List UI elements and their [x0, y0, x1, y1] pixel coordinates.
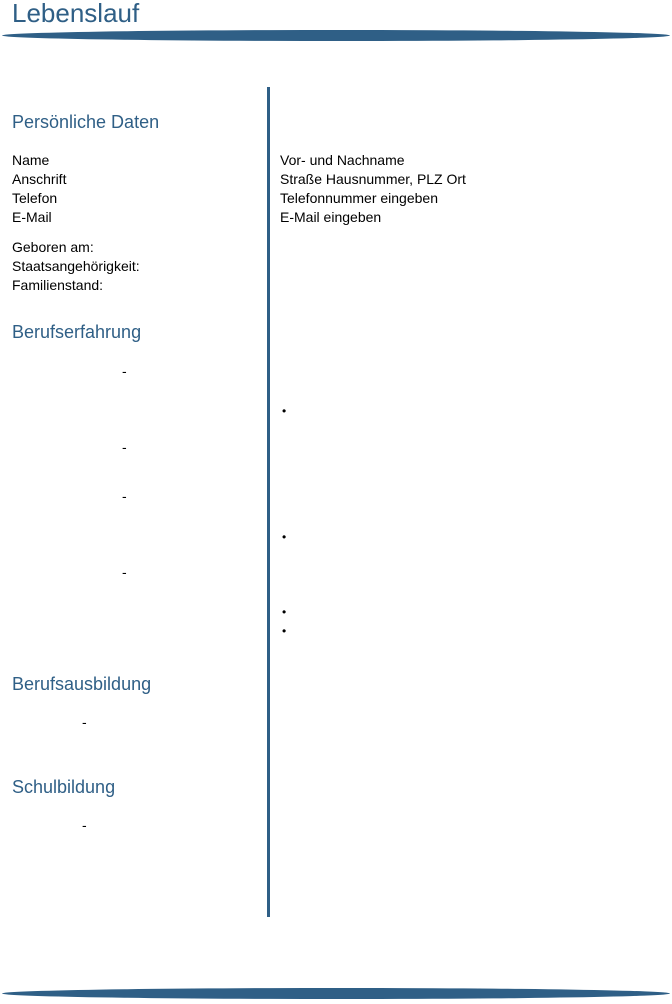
section-heading-experience: Berufserfahrung — [12, 322, 142, 342]
label-phone: Telefon — [12, 190, 58, 206]
bullet-point: • — [282, 404, 287, 418]
label-birthdate: Geboren am: — [12, 239, 94, 255]
value-phone[interactable]: Telefonnummer eingeben — [280, 190, 438, 206]
header-decorative-bar — [2, 30, 670, 41]
value-email[interactable]: E-Mail eingeben — [280, 209, 382, 225]
label-marital-status: Familienstand: — [12, 277, 104, 293]
date-separator: - — [122, 564, 127, 580]
date-separator: - — [122, 363, 127, 379]
bullet-point: • — [282, 530, 287, 544]
bullet-point: • — [282, 605, 287, 619]
section-heading-training: Berufsausbildung — [12, 674, 152, 694]
footer-decorative-bar — [2, 988, 670, 999]
section-heading-school: Schulbildung — [12, 777, 116, 797]
date-separator: - — [122, 439, 127, 455]
document-title: Lebenslauf — [12, 0, 140, 28]
label-email: E-Mail — [12, 209, 52, 225]
value-address[interactable]: Straße Hausnummer, PLZ Ort — [280, 171, 466, 187]
column-divider — [267, 87, 270, 917]
date-separator: - — [82, 817, 87, 833]
label-name: Name — [12, 152, 50, 168]
section-heading-personal: Persönliche Daten — [12, 112, 160, 132]
label-nationality: Staatsangehörigkeit: — [12, 258, 140, 274]
label-address: Anschrift — [12, 171, 67, 187]
date-separator: - — [122, 488, 127, 504]
value-name[interactable]: Vor- und Nachname — [280, 152, 405, 168]
date-separator: - — [82, 714, 87, 730]
bullet-point: • — [282, 624, 287, 638]
